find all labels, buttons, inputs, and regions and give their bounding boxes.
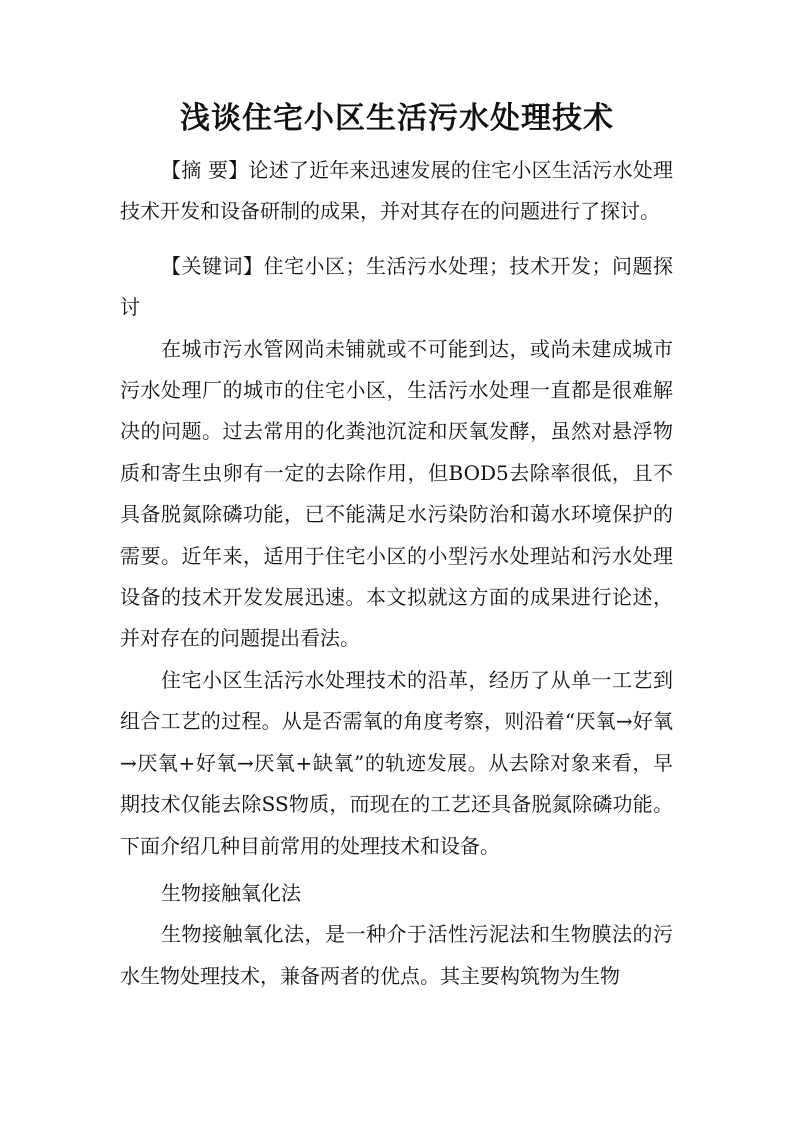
section-paragraph: 生物接触氧化法，是一种介于活性污泥法和生物膜法的污水生物处理技术，兼备两者的优点。其主要构筑物为生物 [120,922,673,988]
document-title: 浅谈住宅小区生活污水处理技术 [180,101,614,136]
body-paragraph-history: 住宅小区生活污水处理技术的沿革，经历了从单一工艺到组合工艺的过程。从是否需氧的角度考察，则沿着“厌氧→好氧→厌氧+好氧→厌氧+缺氧”的轨迹发展。从去除对象来看，早期技术仅能去除SS物质，而现在的工艺还具备脱氮除磷功能。下面介绍几种目前常用的处理技术和设备。 [120,667,673,858]
document-body [120,150,673,997]
abstract-paragraph: 【摘 要】论述了近年来迅速发展的住宅小区生活污水处理技术开发和设备研制的成果，并对其存在的问题进行了探讨。 [120,158,673,224]
section-heading: 生物接触氧化法 [161,880,301,905]
keywords-paragraph: 【关键词】住宅小区；生活污水处理；技术开发；问题探讨 [120,253,673,320]
body-paragraph-intro: 在城市污水管网尚未铺就或不可能到达，或尚未建成城市污水处理厂的城市的住宅小区，生活污水处理一直都是很难解决的问题。过去常用的化粪池沉淀和厌氧发酵，虽然对悬浮物质和寄生虫卵有一定的去除作用，但BOD5去除率很低，且不具备脱氮除磷功能，已不能满足水污染防治和蔼水环境保护的需要。近年来，适用于住宅小区的小型污水处理站和污水处理设备的技术开发发展迅速。本文拟就这方面的成果进行论述，并对存在的问题提出看法。 [120,336,673,651]
